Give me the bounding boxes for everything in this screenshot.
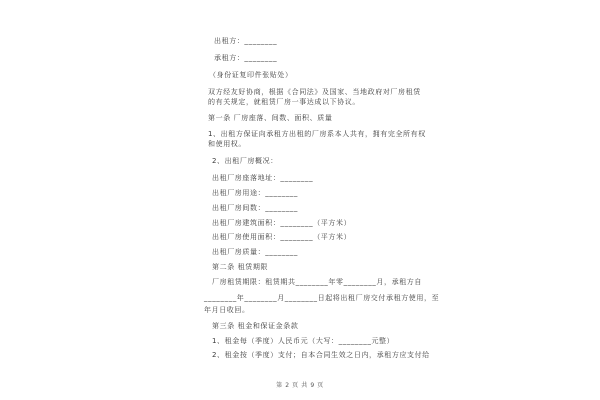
factory-rooms-line: 出租厂房间数：________ [212, 204, 298, 212]
lease-term-line-3: 年月日收回。 [204, 306, 250, 314]
article-1-clause-1-line-1: 1、出租方保证向承租方出租的厂房系本人共有，拥有完全所有权 [208, 130, 426, 138]
lessee-line: 承租方：________ [214, 54, 278, 62]
lessor-line: 出租方：________ [214, 37, 278, 45]
intro-paragraph-line-1: 双方经友好协商，根据《合同法》及国家、当地政府对厂房租赁 [208, 88, 421, 96]
article-2-heading: 第二条 租赁期限 [212, 263, 269, 271]
lease-term-line-1: 厂房租赁期限：租赁期共________年零________月，承租方自 [212, 278, 422, 286]
article-1-heading: 第一条 厂房座落、间数、面积、质量 [208, 114, 333, 122]
factory-usable-area-line: 出租厂房使用面积：________（平方米） [212, 233, 352, 241]
rent-amount-line: 1、租金每（季度）人民币元（大写：________元整） [212, 337, 395, 345]
factory-usage-line: 出租厂房用途：________ [212, 189, 298, 197]
rent-payment-line: 2、租金按（季度）支付；自本合同生效之日内，承租方应支付给 [212, 351, 430, 359]
factory-building-area-line: 出租厂房建筑面积：________（平方米） [212, 219, 352, 227]
lease-term-line-2: ________年________月________日起将出租厂房交付承租方使用，至 [204, 294, 440, 302]
intro-paragraph-line-2: 的有关规定，就租赁厂房一事达成以下协议。 [208, 98, 360, 106]
article-3-heading: 第三条 租金和保证金条款 [212, 322, 299, 330]
id-copy-note: （身份证复印件张贴处） [209, 71, 293, 79]
article-1-clause-1-line-2: 和使用权。 [208, 140, 246, 148]
factory-quality-line: 出租厂房质量：________ [212, 248, 298, 256]
factory-address-line: 出租厂房座落地址：________ [212, 174, 314, 182]
article-1-clause-2: 2、出租厂房概况： [212, 157, 278, 165]
page-number-footer: 第 2 页 共 9 页 [276, 382, 324, 389]
